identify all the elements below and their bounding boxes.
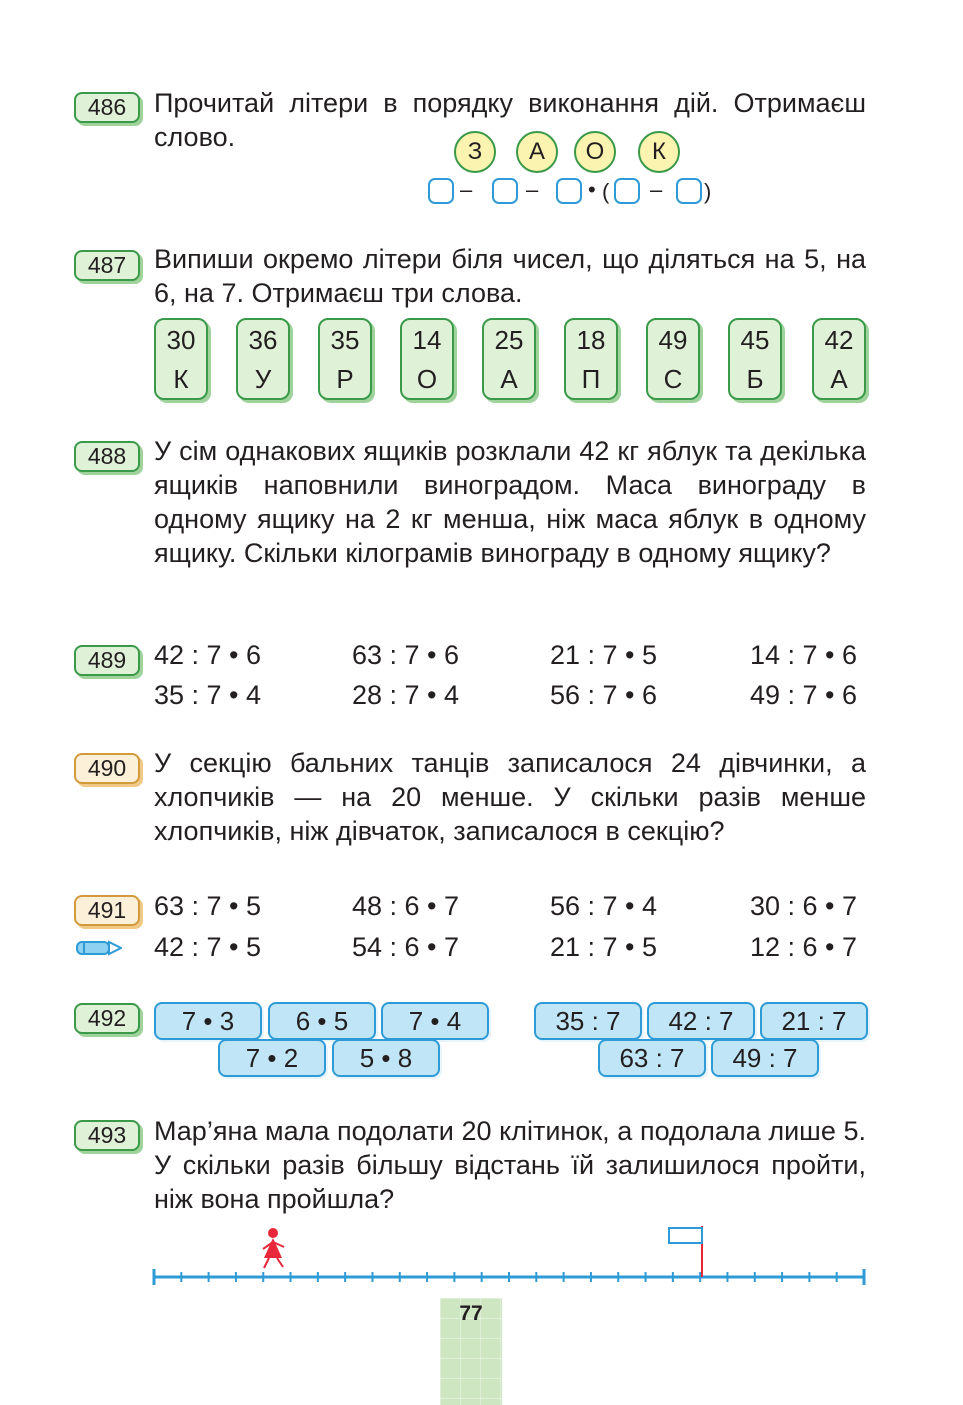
expression-pill: 63 : 7 — [598, 1039, 706, 1077]
card-letter: П — [581, 364, 601, 394]
exercise-number-487: 487 — [74, 250, 140, 281]
operator: – — [460, 177, 473, 202]
number-card — [400, 318, 454, 400]
letter-circle: К — [638, 131, 680, 173]
card-letter: А — [830, 364, 848, 394]
expression: 48 : 6 • 7 — [352, 891, 460, 921]
page-number-box — [440, 1298, 502, 1405]
exercise-490-text: У секцію бальних танців записалося 24 дівчинки, а хлопчиків — на 20 менше. У скільки разів менше хлопчиків, ніж дівчаток, записалося в секцію? — [154, 748, 866, 846]
card-letter: О — [416, 364, 438, 394]
card-letter: Б — [746, 364, 764, 394]
expression-pill: 7 • 2 — [218, 1039, 326, 1077]
letter-circle: О — [574, 131, 616, 173]
card-number: 14 — [412, 325, 442, 355]
exercise-493-text: Мар’яна мала подолати 20 клітинок, а подолала лише 5. У скільки разів більшу відстань їй залишилося пройти, ніж вона пройшла? — [154, 1116, 866, 1214]
operator: – — [526, 177, 539, 202]
exercise-number-491: 491 — [74, 895, 140, 926]
exercise-488-text: У сім однакових ящиків розклали 42 кг яблук та декілька ящиків наповнили виноградом. Маса винограду в одному ящику на 2 кг менша, ніж маса яблук в одному ящику. Скільки кілограмів винограду в одному ящику? — [154, 436, 866, 568]
exercise-486-text — [154, 86, 866, 154]
card-number: 42 — [824, 325, 854, 355]
expression: 28 : 7 • 4 — [352, 680, 460, 710]
card-number: 36 — [248, 325, 278, 355]
number-card — [564, 318, 618, 400]
empty-box — [614, 178, 640, 204]
card-number: 30 — [166, 325, 196, 355]
expression: 56 : 7 • 6 — [550, 680, 658, 710]
number-line — [146, 1222, 872, 1288]
expression: 56 : 7 • 4 — [550, 891, 658, 921]
expression-pill: 35 : 7 — [534, 1002, 642, 1040]
expression-pill: 7 • 3 — [154, 1002, 262, 1040]
empty-box — [556, 178, 582, 204]
expression-pill: 42 : 7 — [647, 1002, 755, 1040]
exercise-number-486: 486 — [74, 92, 140, 123]
operator: ( — [602, 179, 610, 204]
expression: 42 : 7 • 5 — [154, 932, 262, 962]
number-card — [482, 318, 536, 400]
expression: 14 : 7 • 6 — [750, 640, 858, 670]
card-number: 25 — [494, 325, 524, 355]
operator: ) — [704, 179, 712, 204]
letter-circle: А — [516, 131, 558, 173]
expression-pill: 21 : 7 — [760, 1002, 868, 1040]
number-card — [728, 318, 782, 400]
letter-circle: З — [454, 131, 496, 173]
expression-pill: 49 : 7 — [711, 1039, 819, 1077]
card-letter: А — [500, 364, 518, 394]
exercise-number-492: 492 — [74, 1003, 140, 1034]
operator: • — [588, 177, 596, 202]
exercise-number-493: 493 — [74, 1120, 140, 1151]
number-card — [812, 318, 866, 400]
expression: 12 : 6 • 7 — [750, 932, 858, 962]
expression: 49 : 7 • 6 — [750, 680, 858, 710]
empty-box — [676, 178, 702, 204]
card-number: 18 — [576, 325, 606, 355]
flag-icon — [669, 1226, 702, 1277]
expression: 35 : 7 • 4 — [154, 680, 262, 710]
expression-pill: 7 • 4 — [381, 1002, 489, 1040]
operator: – — [650, 177, 663, 202]
number-card — [154, 318, 208, 400]
expression: 21 : 7 • 5 — [550, 640, 658, 670]
expression-pill: 5 • 8 — [332, 1039, 440, 1077]
card-letter: Р — [336, 364, 354, 394]
expression: 42 : 7 • 6 — [154, 640, 262, 670]
exercise-number-490: 490 — [74, 753, 140, 784]
number-card — [318, 318, 372, 400]
card-number: 35 — [330, 325, 360, 355]
expression: 21 : 7 • 5 — [550, 932, 658, 962]
exercise-number-488: 488 — [74, 441, 140, 472]
card-letter: К — [173, 364, 189, 394]
page-number: 77 — [459, 1302, 483, 1325]
empty-box — [492, 178, 518, 204]
expression: 54 : 6 • 7 — [352, 932, 460, 962]
exercise-number-489: 489 — [74, 645, 140, 676]
pencil-icon — [76, 938, 122, 958]
expression: 63 : 7 • 6 — [352, 640, 460, 670]
number-card — [236, 318, 290, 400]
ex486-text: Прочитай літери в порядку виконання дій. Отримаєш слово. — [154, 88, 866, 152]
expression: 63 : 7 • 5 — [154, 891, 262, 921]
girl-icon — [263, 1228, 284, 1268]
number-card — [646, 318, 700, 400]
expression: 30 : 6 • 7 — [750, 891, 858, 921]
card-letter: С — [663, 364, 683, 394]
card-number: 49 — [658, 325, 688, 355]
empty-box — [428, 178, 454, 204]
card-number: 45 — [740, 325, 770, 355]
expression-pill: 6 • 5 — [268, 1002, 376, 1040]
exercise-487-text: Випиши окремо літери біля чисел, що діляться на 5, на 6, на 7. Отримаєш три слова. — [154, 244, 866, 308]
card-letter: У — [254, 364, 272, 394]
